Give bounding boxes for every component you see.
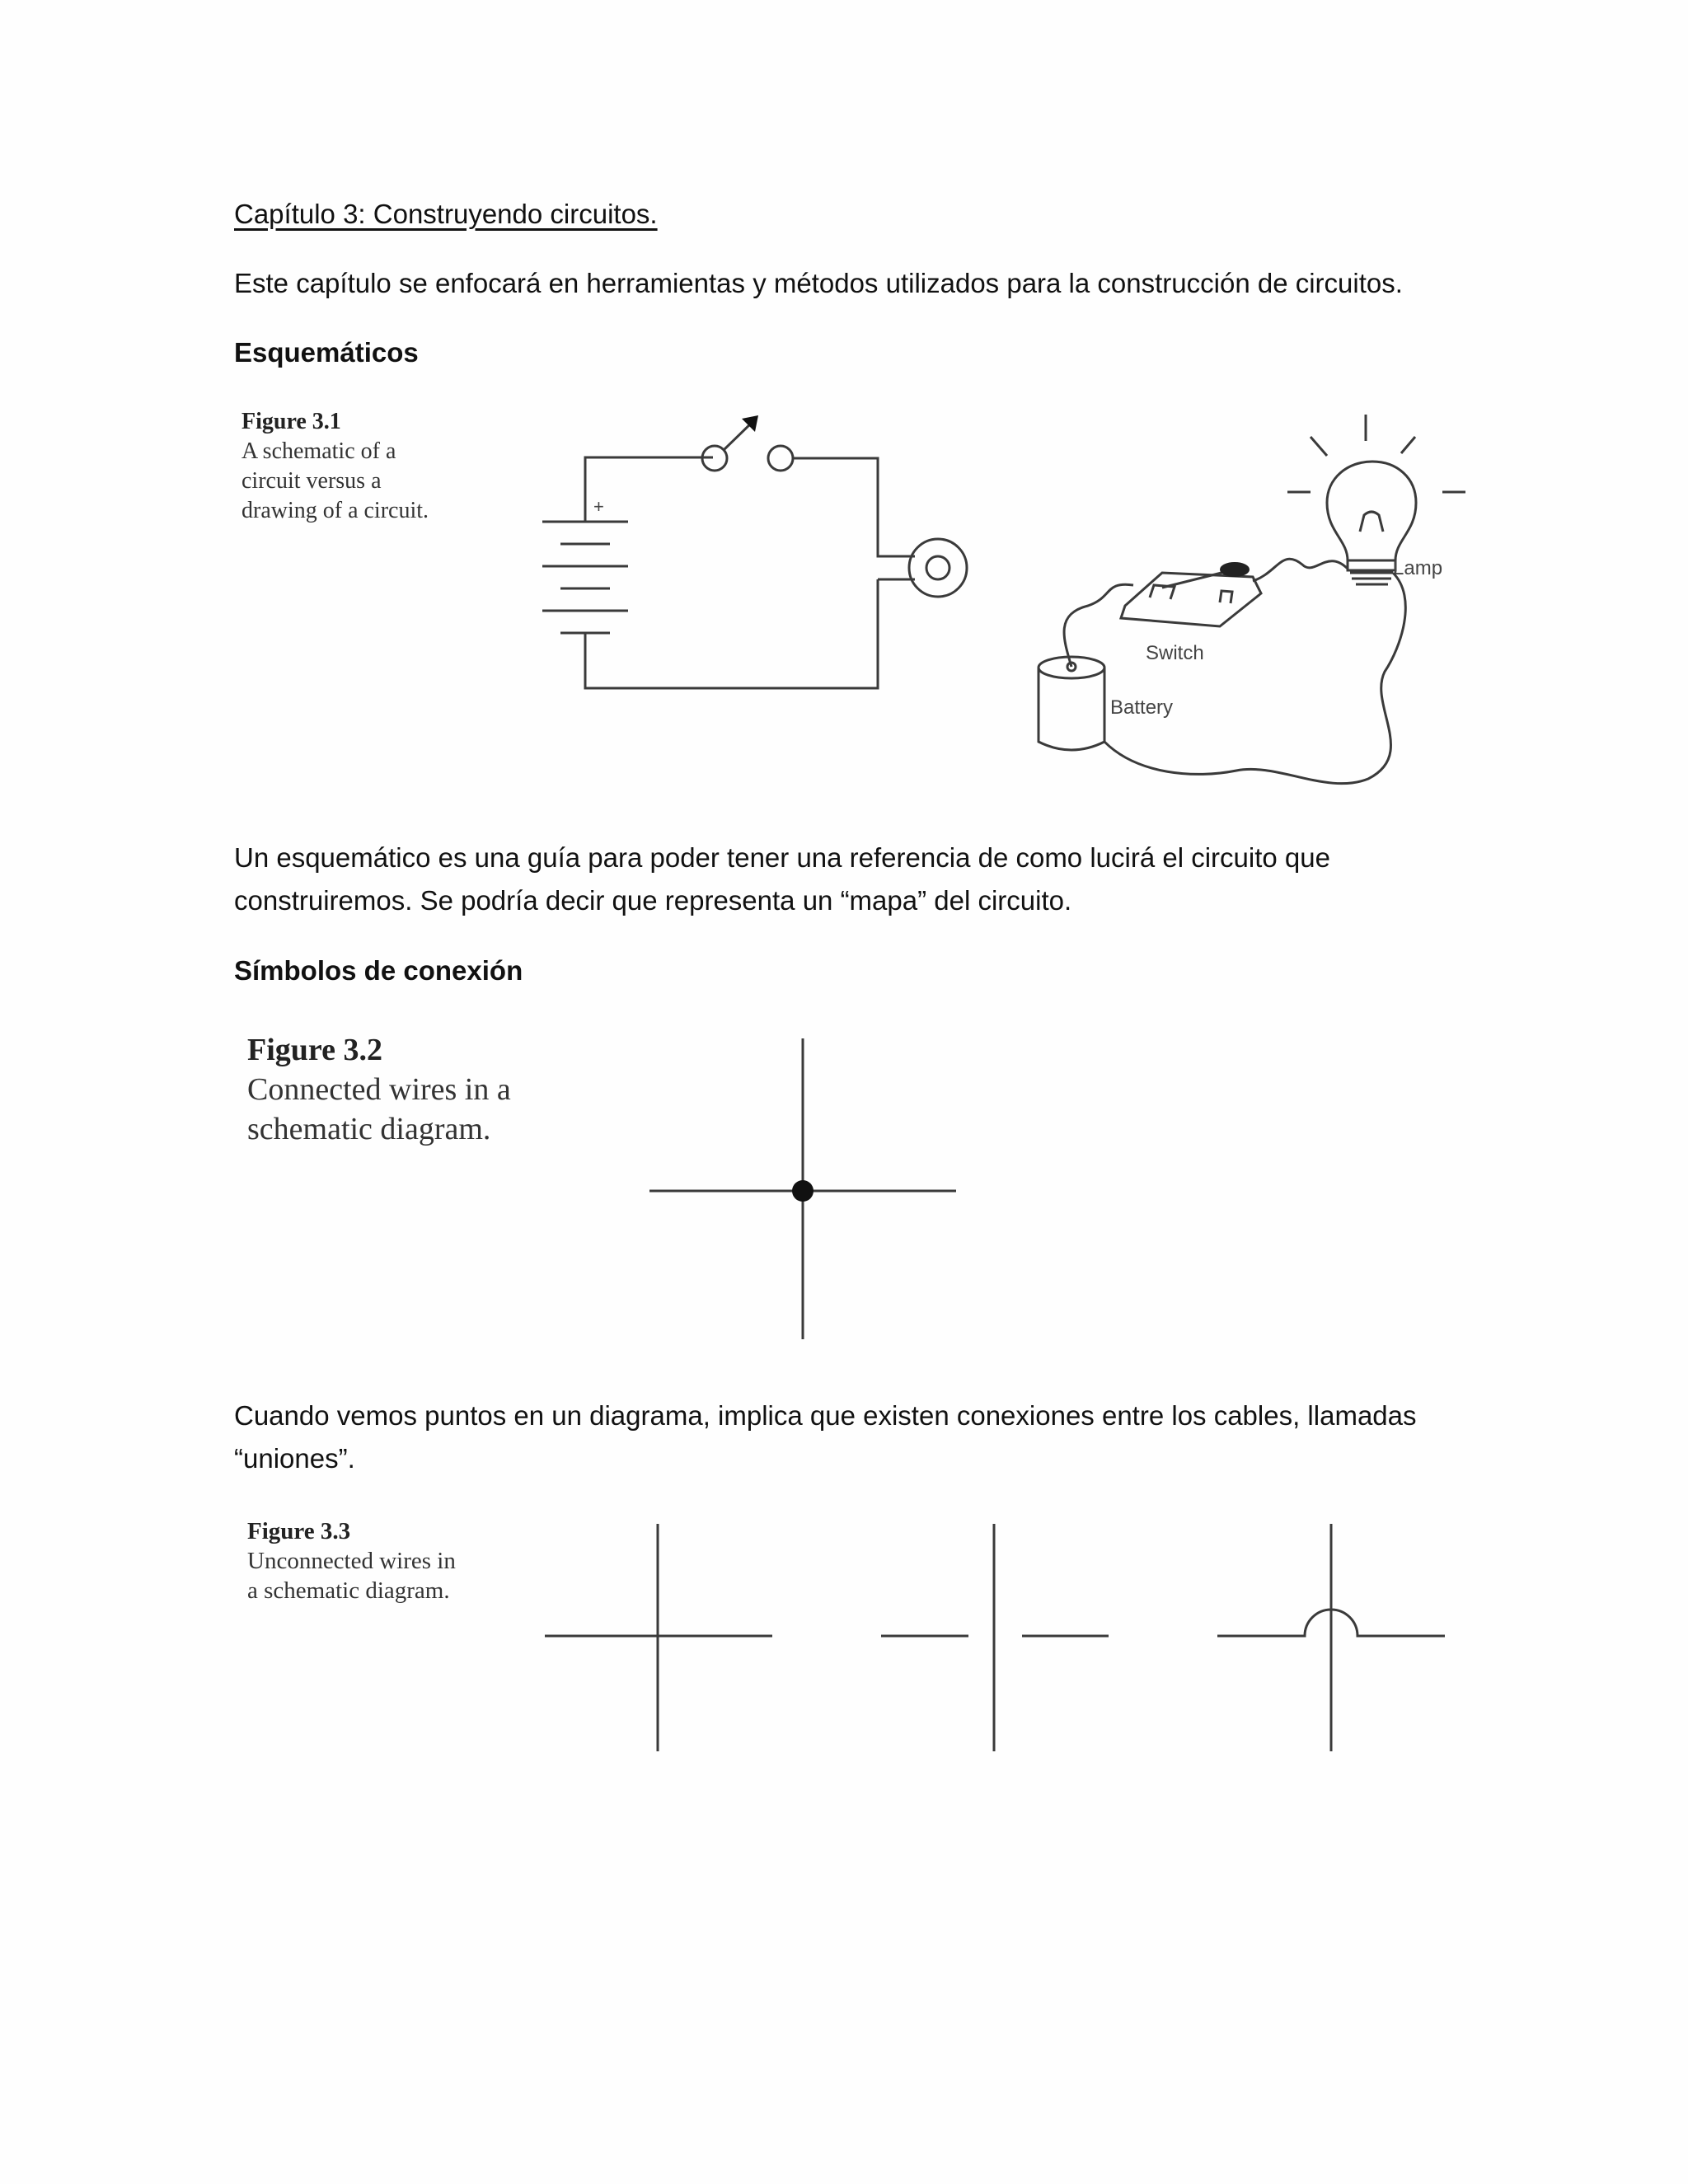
schematic-paragraph-line: construiremos. Se podría decir que representa un “mapa” del circuito. — [234, 885, 1072, 916]
lamp-symbol-inner — [926, 556, 950, 579]
section-heading-schematics: Esquemáticos — [234, 337, 419, 368]
figure-3-2-caption-line: schematic diagram. — [247, 1112, 491, 1146]
drawing-wire — [1104, 573, 1405, 784]
schematic-paragraph-line: Un esquemático es una guía para poder tener una referencia de como lucirá el circuito que — [234, 842, 1330, 873]
connected-wires-diagram — [643, 1034, 964, 1343]
lamp-base-threads — [1350, 573, 1393, 584]
lamp-symbol-outer — [909, 539, 967, 597]
light-rays — [1287, 415, 1465, 492]
figure-3-1-caption — [241, 407, 429, 526]
battery-plus-label: + — [593, 496, 604, 517]
figure-3-1-caption-line: drawing of a circuit. — [241, 498, 429, 523]
lamp-base — [1348, 560, 1395, 570]
schematic-wire — [793, 458, 903, 556]
figure-3-3-caption-line: a schematic diagram. — [247, 1577, 450, 1604]
lamp-label: Lamp — [1393, 557, 1443, 579]
figure-3-1-caption-line: circuit versus a — [241, 468, 382, 494]
figure-3-2-title: Figure 3.2 — [247, 1033, 382, 1067]
junction-dot — [792, 1180, 814, 1202]
figure-3-3-title: Figure 3.3 — [247, 1518, 351, 1544]
switch-label: Switch — [1146, 642, 1204, 664]
figure-3-1-caption-line: A schematic of a — [241, 438, 396, 464]
figure-3-1-title: Figure 3.1 — [241, 409, 341, 434]
section-heading-connections: Símbolos de conexión — [234, 955, 523, 986]
figure-3-3-caption-line: Unconnected wires in — [247, 1548, 456, 1574]
unconnected-wires-diagram — [540, 1521, 1451, 1755]
switch-knob — [1220, 562, 1250, 577]
schematic-diagram — [528, 404, 989, 701]
lamp-filament — [1360, 512, 1383, 532]
connections-paragraph-line: “uniones”. — [234, 1443, 355, 1474]
switch-contact-right — [768, 446, 793, 471]
schematic-wire — [585, 579, 878, 688]
figure-3-2-caption-line: Connected wires in a — [247, 1072, 511, 1107]
connections-paragraph-line: Cuando vemos puntos en un diagrama, implica que existen conexiones entre los cables, llamadas — [234, 1400, 1417, 1431]
drawing-wire — [1064, 584, 1133, 667]
battery-body — [1039, 668, 1104, 750]
drawing-wire — [1253, 559, 1348, 581]
battery-label: Battery — [1110, 696, 1174, 719]
schematic-wire — [585, 457, 713, 490]
figure-3-3-caption — [247, 1516, 456, 1605]
figure-3-2-caption — [247, 1030, 511, 1149]
chapter-title: Capítulo 3: Construyendo circuitos. — [234, 199, 658, 229]
battery-top — [1039, 657, 1104, 678]
switch-terminal — [1220, 591, 1232, 603]
circuit-drawing — [1030, 408, 1459, 795]
intro-paragraph: Este capítulo se enfocará en herramientas y métodos utilizados para la construcción de circuitos. — [234, 268, 1403, 298]
